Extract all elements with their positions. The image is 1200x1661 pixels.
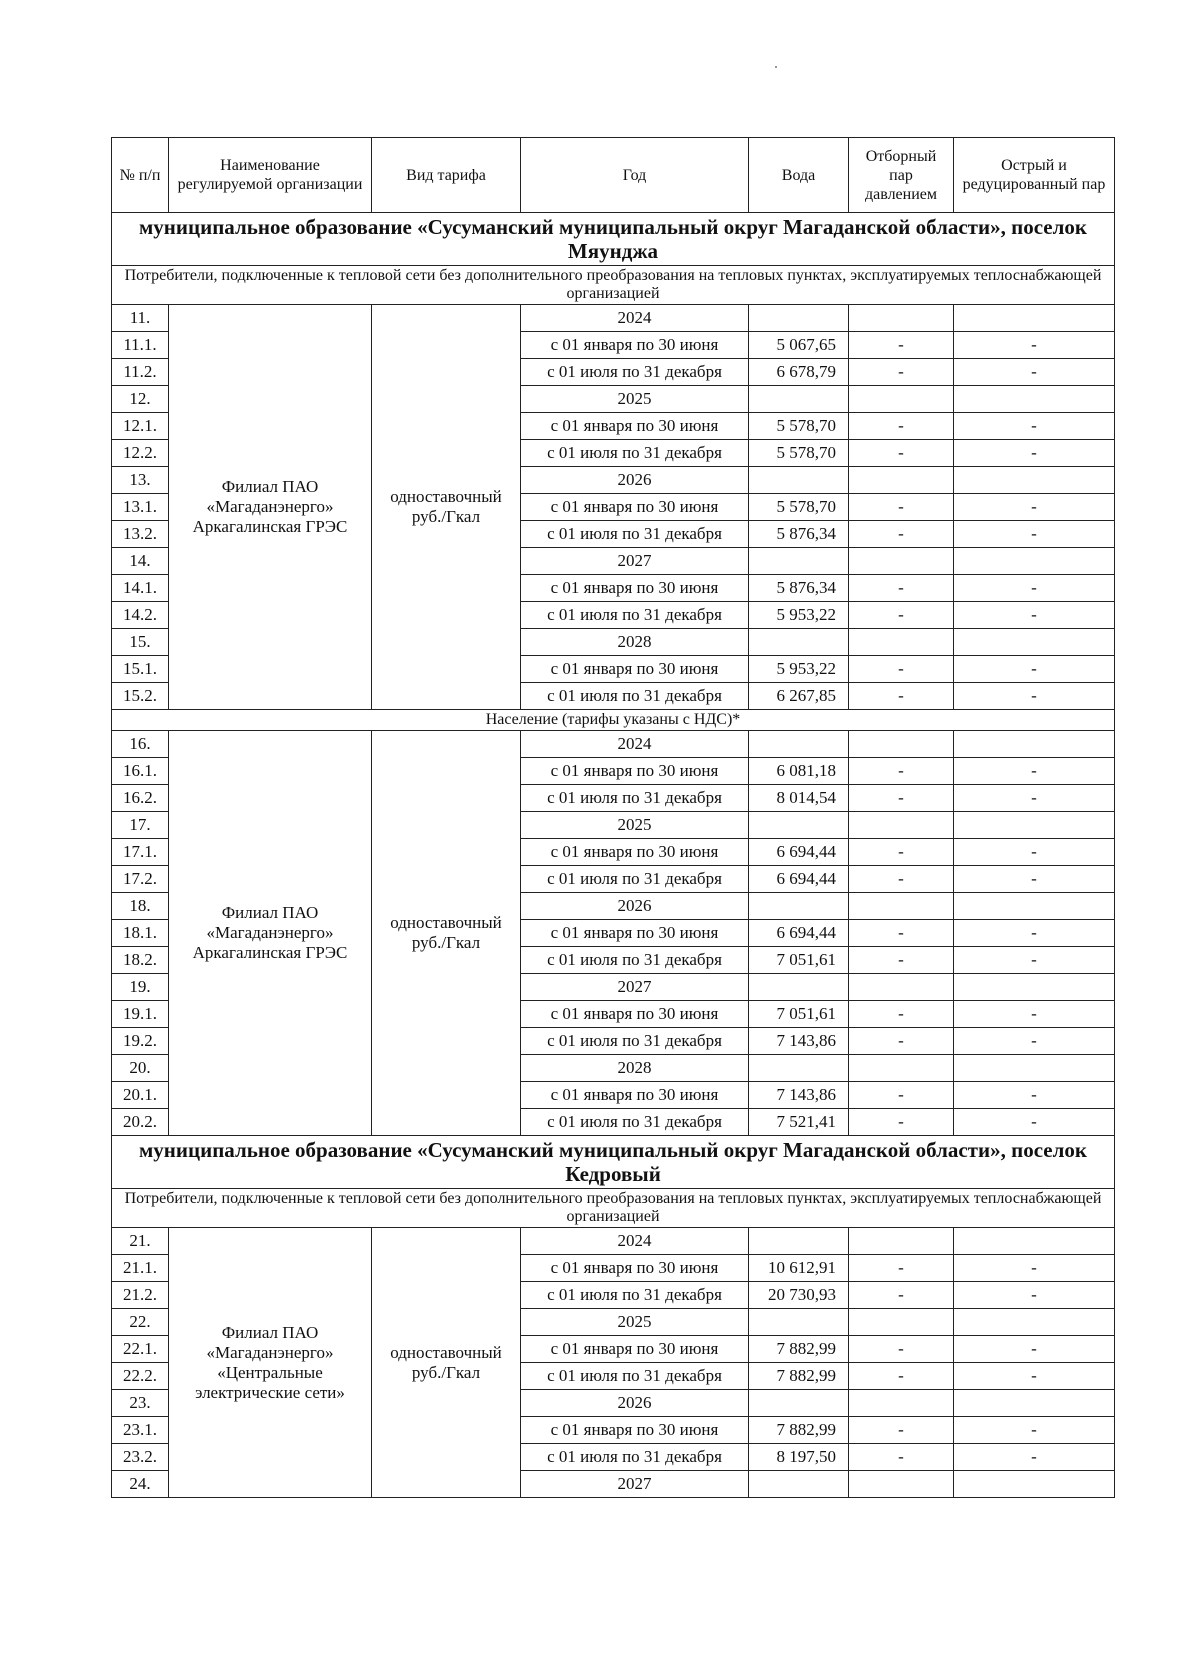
row-number: 18.2. [112, 947, 169, 974]
tariff-type: одноставочный руб./Гкал [372, 305, 521, 710]
steam-sharp-value [954, 1471, 1115, 1498]
section-title-row [112, 213, 1115, 266]
row-number: 16.1. [112, 758, 169, 785]
steam-pressure-value: - [849, 866, 954, 893]
period-cell: с 01 января по 30 июня [521, 1336, 749, 1363]
period-cell: с 01 января по 30 июня [521, 1255, 749, 1282]
steam-sharp-value: - [954, 1109, 1115, 1136]
year-cell: 2027 [521, 548, 749, 575]
steam-sharp-value: - [954, 413, 1115, 440]
row-number: 22.1. [112, 1336, 169, 1363]
steam-pressure-value [849, 1390, 954, 1417]
row-number: 12. [112, 386, 169, 413]
water-value [749, 974, 849, 1001]
steam-sharp-value [954, 1055, 1115, 1082]
table-row [112, 305, 1115, 332]
steam-pressure-value: - [849, 494, 954, 521]
steam-sharp-value: - [954, 1082, 1115, 1109]
steam-pressure-value: - [849, 1001, 954, 1028]
water-value: 7 521,41 [749, 1109, 849, 1136]
tariff-table [111, 137, 1115, 1498]
steam-sharp-value: - [954, 1028, 1115, 1055]
steam-pressure-value: - [849, 521, 954, 548]
period-cell: с 01 июля по 31 декабря [521, 1028, 749, 1055]
steam-sharp-value: - [954, 683, 1115, 710]
water-value: 20 730,93 [749, 1282, 849, 1309]
steam-sharp-value: - [954, 656, 1115, 683]
header-org: Наименование регулируемой организации [169, 138, 372, 213]
steam-sharp-value [954, 629, 1115, 656]
year-cell: 2026 [521, 893, 749, 920]
steam-sharp-value [954, 548, 1115, 575]
row-number: 15.1. [112, 656, 169, 683]
steam-sharp-value: - [954, 1282, 1115, 1309]
water-value: 5 953,22 [749, 656, 849, 683]
steam-pressure-value [849, 467, 954, 494]
group-title-row [112, 1189, 1115, 1228]
water-value: 7 882,99 [749, 1417, 849, 1444]
year-cell: 2024 [521, 305, 749, 332]
steam-pressure-value [849, 1471, 954, 1498]
period-cell: с 01 июля по 31 декабря [521, 866, 749, 893]
row-number: 14.1. [112, 575, 169, 602]
period-cell: с 01 января по 30 июня [521, 656, 749, 683]
steam-pressure-value: - [849, 1363, 954, 1390]
steam-sharp-value: - [954, 359, 1115, 386]
water-value [749, 731, 849, 758]
table-row [112, 731, 1115, 758]
steam-sharp-value [954, 1309, 1115, 1336]
row-number: 12.2. [112, 440, 169, 467]
row-number: 13. [112, 467, 169, 494]
steam-sharp-value: - [954, 332, 1115, 359]
steam-pressure-value: - [849, 332, 954, 359]
period-cell: с 01 июля по 31 декабря [521, 440, 749, 467]
period-cell: с 01 января по 30 июня [521, 1082, 749, 1109]
water-value: 6 081,18 [749, 758, 849, 785]
row-number: 23. [112, 1390, 169, 1417]
steam-sharp-value: - [954, 839, 1115, 866]
steam-sharp-value [954, 731, 1115, 758]
water-value [749, 629, 849, 656]
steam-pressure-value: - [849, 1417, 954, 1444]
steam-pressure-value: - [849, 359, 954, 386]
header-row [112, 138, 1115, 213]
water-value [749, 1055, 849, 1082]
water-value: 6 694,44 [749, 839, 849, 866]
row-number: 17.1. [112, 839, 169, 866]
row-number: 21.1. [112, 1255, 169, 1282]
water-value: 7 051,61 [749, 947, 849, 974]
water-value: 5 876,34 [749, 575, 849, 602]
steam-sharp-value [954, 812, 1115, 839]
water-value: 6 267,85 [749, 683, 849, 710]
row-number: 19.2. [112, 1028, 169, 1055]
row-number: 24. [112, 1471, 169, 1498]
water-value: 10 612,91 [749, 1255, 849, 1282]
water-value [749, 467, 849, 494]
period-cell: с 01 июля по 31 декабря [521, 359, 749, 386]
row-number: 17.2. [112, 866, 169, 893]
steam-pressure-value: - [849, 1109, 954, 1136]
period-cell: с 01 января по 30 июня [521, 575, 749, 602]
water-value: 8 014,54 [749, 785, 849, 812]
steam-sharp-value: - [954, 1255, 1115, 1282]
period-cell: с 01 января по 30 июня [521, 413, 749, 440]
row-number: 16. [112, 731, 169, 758]
row-number: 11.2. [112, 359, 169, 386]
water-value: 6 694,44 [749, 920, 849, 947]
period-cell: с 01 января по 30 июня [521, 494, 749, 521]
steam-pressure-value [849, 812, 954, 839]
steam-sharp-value: - [954, 575, 1115, 602]
water-value [749, 893, 849, 920]
row-number: 19. [112, 974, 169, 1001]
steam-pressure-value: - [849, 1082, 954, 1109]
section-title: муниципальное образование «Сусуманский муниципальный округ Магаданской области», поселок Мяунджа [112, 213, 1115, 266]
row-number: 18.1. [112, 920, 169, 947]
year-cell: 2026 [521, 1390, 749, 1417]
period-cell: с 01 июля по 31 декабря [521, 521, 749, 548]
period-cell: с 01 января по 30 июня [521, 839, 749, 866]
period-cell: с 01 июля по 31 декабря [521, 1109, 749, 1136]
steam-sharp-value [954, 467, 1115, 494]
group-title-row [112, 710, 1115, 731]
row-number: 14. [112, 548, 169, 575]
row-number: 15. [112, 629, 169, 656]
row-number: 12.1. [112, 413, 169, 440]
water-value: 7 882,99 [749, 1336, 849, 1363]
water-value [749, 386, 849, 413]
year-cell: 2025 [521, 1309, 749, 1336]
row-number: 21.2. [112, 1282, 169, 1309]
row-number: 20.2. [112, 1109, 169, 1136]
group-title: Потребители, подключенные к тепловой сети без дополнительного преобразования на тепловых пунктах, эксплуатируемых теплоснабжающей организацией [112, 1189, 1115, 1228]
organization-name: Филиал ПАО «Магаданэнерго» Аркагалинская ГРЭС [169, 731, 372, 1136]
period-cell: с 01 июля по 31 декабря [521, 602, 749, 629]
header-water: Вода [749, 138, 849, 213]
water-value: 5 578,70 [749, 494, 849, 521]
row-number: 15.2. [112, 683, 169, 710]
row-number: 17. [112, 812, 169, 839]
year-cell: 2024 [521, 731, 749, 758]
steam-pressure-value: - [849, 1336, 954, 1363]
row-number: 19.1. [112, 1001, 169, 1028]
steam-sharp-value: - [954, 1363, 1115, 1390]
water-value: 7 882,99 [749, 1363, 849, 1390]
year-cell: 2027 [521, 1471, 749, 1498]
water-value [749, 1390, 849, 1417]
group-title: Население (тарифы указаны с НДС)* [112, 710, 1115, 731]
period-cell: с 01 июля по 31 декабря [521, 683, 749, 710]
steam-pressure-value: - [849, 1444, 954, 1471]
row-number: 23.2. [112, 1444, 169, 1471]
water-value: 5 578,70 [749, 440, 849, 467]
water-value: 7 143,86 [749, 1028, 849, 1055]
year-cell: 2026 [521, 467, 749, 494]
steam-sharp-value [954, 1390, 1115, 1417]
row-number: 13.1. [112, 494, 169, 521]
steam-sharp-value: - [954, 1336, 1115, 1363]
water-value: 7 143,86 [749, 1082, 849, 1109]
steam-sharp-value: - [954, 1001, 1115, 1028]
period-cell: с 01 января по 30 июня [521, 920, 749, 947]
steam-sharp-value [954, 305, 1115, 332]
steam-pressure-value [849, 1228, 954, 1255]
water-value [749, 1309, 849, 1336]
tariff-type: одноставочный руб./Гкал [372, 1228, 521, 1498]
steam-pressure-value: - [849, 920, 954, 947]
steam-sharp-value: - [954, 1417, 1115, 1444]
steam-sharp-value [954, 386, 1115, 413]
year-cell: 2025 [521, 812, 749, 839]
row-number: 14.2. [112, 602, 169, 629]
water-value [749, 812, 849, 839]
steam-pressure-value: - [849, 413, 954, 440]
scan-artifact [775, 66, 777, 68]
water-value [749, 548, 849, 575]
row-number: 16.2. [112, 785, 169, 812]
period-cell: с 01 января по 30 июня [521, 1001, 749, 1028]
header-steam-pressure: Отборный пар давлением [849, 138, 954, 213]
steam-pressure-value [849, 548, 954, 575]
water-value [749, 1471, 849, 1498]
water-value: 8 197,50 [749, 1444, 849, 1471]
period-cell: с 01 июля по 31 декабря [521, 1282, 749, 1309]
steam-pressure-value [849, 731, 954, 758]
row-number: 23.1. [112, 1417, 169, 1444]
steam-sharp-value: - [954, 866, 1115, 893]
header-steam-sharp: Острый и редуцированный пар [954, 138, 1115, 213]
steam-pressure-value: - [849, 1028, 954, 1055]
steam-pressure-value [849, 386, 954, 413]
steam-pressure-value: - [849, 440, 954, 467]
row-number: 18. [112, 893, 169, 920]
group-title-row [112, 266, 1115, 305]
steam-pressure-value: - [849, 1282, 954, 1309]
steam-pressure-value: - [849, 575, 954, 602]
period-cell: с 01 января по 30 июня [521, 758, 749, 785]
period-cell: с 01 июля по 31 декабря [521, 785, 749, 812]
steam-sharp-value: - [954, 947, 1115, 974]
steam-sharp-value: - [954, 521, 1115, 548]
steam-sharp-value: - [954, 440, 1115, 467]
period-cell: с 01 января по 30 июня [521, 1417, 749, 1444]
period-cell: с 01 июля по 31 декабря [521, 1363, 749, 1390]
steam-pressure-value [849, 1055, 954, 1082]
steam-pressure-value: - [849, 602, 954, 629]
steam-pressure-value: - [849, 656, 954, 683]
section-title: муниципальное образование «Сусуманский муниципальный округ Магаданской области», поселок Кедровый [112, 1136, 1115, 1189]
year-cell: 2025 [521, 386, 749, 413]
organization-name: Филиал ПАО «Магаданэнерго» Аркагалинская ГРЭС [169, 305, 372, 710]
section-title-row [112, 1136, 1115, 1189]
period-cell: с 01 июля по 31 декабря [521, 947, 749, 974]
water-value: 6 678,79 [749, 359, 849, 386]
row-number: 13.2. [112, 521, 169, 548]
row-number: 22.2. [112, 1363, 169, 1390]
steam-pressure-value: - [849, 758, 954, 785]
steam-pressure-value [849, 974, 954, 1001]
steam-sharp-value: - [954, 785, 1115, 812]
year-cell: 2028 [521, 629, 749, 656]
header-year: Год [521, 138, 749, 213]
steam-pressure-value: - [849, 785, 954, 812]
year-cell: 2028 [521, 1055, 749, 1082]
row-number: 11. [112, 305, 169, 332]
steam-sharp-value [954, 893, 1115, 920]
water-value: 5 876,34 [749, 521, 849, 548]
steam-sharp-value [954, 974, 1115, 1001]
water-value: 5 067,65 [749, 332, 849, 359]
row-number: 21. [112, 1228, 169, 1255]
water-value [749, 1228, 849, 1255]
steam-sharp-value [954, 1228, 1115, 1255]
table-body [112, 213, 1115, 1498]
water-value [749, 305, 849, 332]
tariff-type: одноставочный руб./Гкал [372, 731, 521, 1136]
header-tariff-type: Вид тарифа [372, 138, 521, 213]
year-cell: 2024 [521, 1228, 749, 1255]
table-row [112, 1228, 1115, 1255]
steam-pressure-value [849, 629, 954, 656]
steam-pressure-value [849, 1309, 954, 1336]
steam-pressure-value [849, 893, 954, 920]
period-cell: с 01 января по 30 июня [521, 332, 749, 359]
period-cell: с 01 июля по 31 декабря [521, 1444, 749, 1471]
water-value: 7 051,61 [749, 1001, 849, 1028]
steam-pressure-value: - [849, 947, 954, 974]
steam-pressure-value: - [849, 839, 954, 866]
organization-name: Филиал ПАО «Магаданэнерго» «Центральные электрические сети» [169, 1228, 372, 1498]
year-cell: 2027 [521, 974, 749, 1001]
water-value: 5 953,22 [749, 602, 849, 629]
group-title: Потребители, подключенные к тепловой сети без дополнительного преобразования на тепловых пунктах, эксплуатируемых теплоснабжающей организацией [112, 266, 1115, 305]
steam-sharp-value: - [954, 494, 1115, 521]
row-number: 20. [112, 1055, 169, 1082]
water-value: 6 694,44 [749, 866, 849, 893]
steam-pressure-value: - [849, 1255, 954, 1282]
steam-pressure-value: - [849, 683, 954, 710]
steam-sharp-value: - [954, 1444, 1115, 1471]
steam-sharp-value: - [954, 758, 1115, 785]
row-number: 20.1. [112, 1082, 169, 1109]
steam-sharp-value: - [954, 920, 1115, 947]
row-number: 22. [112, 1309, 169, 1336]
steam-pressure-value [849, 305, 954, 332]
row-number: 11.1. [112, 332, 169, 359]
water-value: 5 578,70 [749, 413, 849, 440]
header-num: № п/п [112, 138, 169, 213]
steam-sharp-value: - [954, 602, 1115, 629]
